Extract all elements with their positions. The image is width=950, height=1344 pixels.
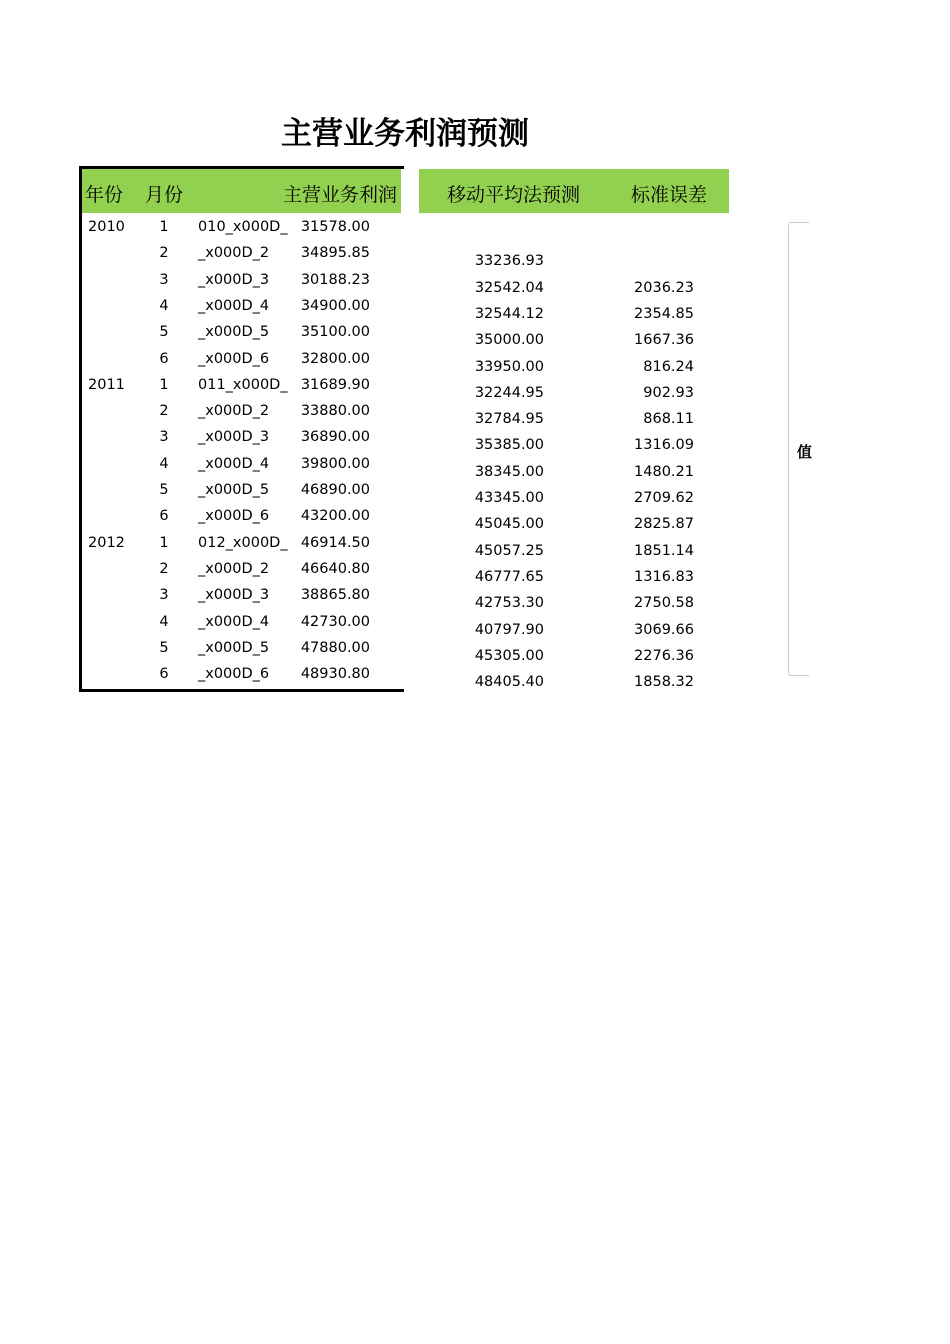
cell-month: 6	[159, 350, 169, 367]
cell-std-error: 2276.36	[634, 647, 694, 664]
cell-moving-average: 45045.00	[474, 516, 544, 533]
cell-month: 5	[159, 482, 169, 498]
cell-moving-average: 33950.00	[474, 358, 544, 375]
cell-month: 4	[159, 613, 169, 630]
cell-std-error: 1851.14	[634, 542, 694, 559]
right-header-band	[419, 169, 729, 213]
cell-code: _x000D_6	[198, 508, 270, 525]
cell-std-error: 902.93	[643, 384, 694, 401]
cell-std-error: 2709.62	[634, 490, 694, 506]
cell-moving-average: 45057.25	[474, 542, 544, 559]
cell-std-error: 2354.85	[634, 305, 694, 322]
cell-std-error: 2036.23	[634, 279, 694, 296]
cell-year: 2012	[88, 534, 125, 551]
cell-std-error: 1316.09	[634, 437, 694, 454]
cell-code: _x000D_2	[198, 403, 270, 420]
cell-moving-average: 38345.00	[474, 463, 544, 480]
cell-year: 2010	[88, 219, 125, 235]
cell-moving-average: 46777.65	[474, 568, 544, 585]
cell-month: 1	[159, 376, 169, 393]
cell-code: _x000D_4	[198, 297, 270, 314]
header-moving-average: 移动平均法预测	[447, 184, 581, 206]
cell-moving-average: 43345.00	[474, 490, 544, 506]
cell-profit: 35100.00	[300, 324, 370, 341]
cell-month: 3	[159, 271, 169, 288]
cell-month: 5	[159, 324, 169, 341]
cell-month: 1	[159, 534, 169, 551]
cell-month: 1	[159, 219, 169, 235]
cell-code: _x000D_4	[198, 455, 270, 472]
side-panel-label: 值	[795, 444, 813, 459]
cell-moving-average: 33236.93	[474, 253, 544, 270]
header-year: 年份	[85, 184, 124, 206]
cell-code: _x000D_5	[198, 482, 270, 498]
cell-moving-average: 32544.12	[474, 305, 544, 322]
cell-profit: 38865.80	[300, 587, 370, 604]
cell-profit: 46640.80	[300, 560, 370, 577]
cell-std-error: 868.11	[643, 411, 694, 428]
cell-std-error: 1667.36	[634, 332, 694, 349]
cell-std-error: 2825.87	[634, 516, 694, 533]
cell-profit: 39800.00	[300, 455, 370, 472]
cell-profit: 43200.00	[300, 508, 370, 525]
cell-code: _x000D_6	[198, 666, 270, 683]
cell-code: 012_x000D_	[198, 534, 288, 551]
cell-profit: 47880.00	[300, 639, 370, 656]
cell-moving-average: 45305.00	[474, 647, 544, 664]
cell-moving-average: 35000.00	[474, 332, 544, 349]
header-month: 月份	[145, 184, 184, 206]
cell-code: _x000D_4	[198, 613, 270, 630]
cell-month: 6	[159, 666, 169, 683]
cell-profit: 32800.00	[300, 350, 370, 367]
cell-profit: 33880.00	[300, 403, 370, 420]
cell-profit: 48930.80	[300, 666, 370, 683]
cell-std-error: 2750.58	[634, 595, 694, 612]
cell-profit: 34895.85	[300, 245, 370, 262]
cell-month: 2	[159, 245, 169, 262]
cell-code: _x000D_2	[198, 245, 270, 262]
cell-month: 3	[159, 429, 169, 446]
cell-month: 4	[159, 455, 169, 472]
cell-moving-average: 48405.40	[474, 674, 544, 691]
cell-moving-average: 32542.04	[474, 279, 544, 296]
header-std-error: 标准误差	[631, 184, 708, 206]
cell-profit: 46890.00	[300, 482, 370, 498]
cell-std-error: 1858.32	[634, 674, 694, 691]
cell-month: 2	[159, 560, 169, 577]
cell-profit: 46914.50	[300, 534, 370, 551]
cell-moving-average: 32784.95	[474, 411, 544, 428]
cell-month: 3	[159, 587, 169, 604]
cell-profit: 31689.90	[300, 376, 370, 393]
header-profit: 主营业务利润	[283, 184, 398, 206]
cell-std-error: 816.24	[643, 358, 694, 375]
cell-year: 2011	[88, 376, 125, 393]
cell-code: 010_x000D_	[198, 219, 288, 235]
cell-moving-average: 35385.00	[474, 437, 544, 454]
cell-std-error: 3069.66	[634, 621, 694, 638]
cell-std-error: 1480.21	[634, 463, 694, 480]
cell-std-error: 1316.83	[634, 568, 694, 585]
cell-month: 4	[159, 297, 169, 314]
left-header-band	[82, 169, 401, 213]
cell-moving-average: 40797.90	[474, 621, 544, 638]
cell-moving-average: 32244.95	[474, 384, 544, 401]
cell-code: 011_x000D_	[198, 376, 288, 393]
cell-month: 2	[159, 403, 169, 420]
cell-profit: 30188.23	[300, 271, 370, 288]
cell-code: _x000D_5	[198, 324, 270, 341]
cell-code: _x000D_3	[198, 587, 270, 604]
cell-moving-average: 42753.30	[474, 595, 544, 612]
cell-month: 6	[159, 508, 169, 525]
cell-month: 5	[159, 639, 169, 656]
cell-profit: 36890.00	[300, 429, 370, 446]
cell-code: _x000D_3	[198, 271, 270, 288]
cell-code: _x000D_2	[198, 560, 270, 577]
cell-profit: 34900.00	[300, 297, 370, 314]
cell-profit: 42730.00	[300, 613, 370, 630]
cell-code: _x000D_6	[198, 350, 270, 367]
cell-code: _x000D_3	[198, 429, 270, 446]
cell-profit: 31578.00	[300, 219, 370, 235]
cell-code: _x000D_5	[198, 639, 270, 656]
page-title: 主营业务利润预测	[281, 116, 529, 152]
